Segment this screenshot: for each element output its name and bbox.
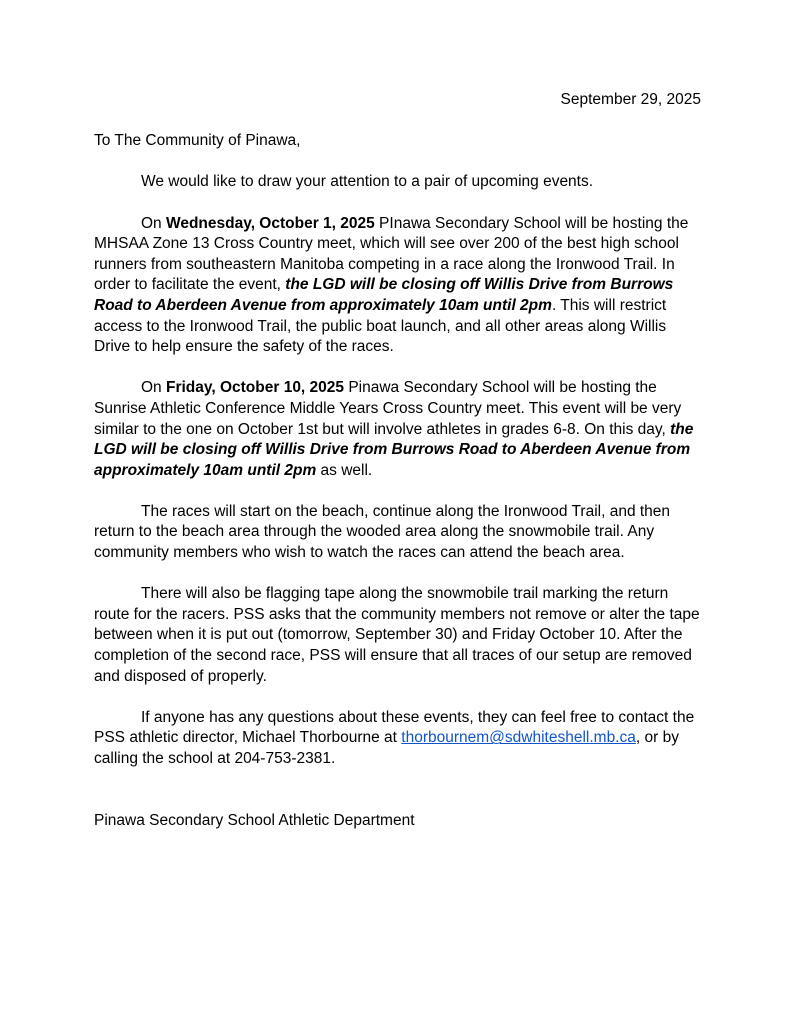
- text-run: If anyone has any questions about these events, they can feel free to contact the PSS athletic director, Michael Thorbourne at: [94, 708, 695, 747]
- text-run: as well.: [316, 461, 373, 479]
- text-run: . This will restrict access to the Ironwood Trail, the public boat launch, and all other areas along Willis Drive to help ensure the safety of the races.: [94, 296, 667, 356]
- text-run: the LGD will be closing off Willis Drive from Burrows Road to Aberdeen Avenue from approximately 10am until 2pm: [94, 276, 674, 314]
- text-run: Wednesday, October 1, 2025: [165, 214, 375, 232]
- paragraph: [94, 584, 701, 687]
- text-run: There will also be flagging tape along the snowmobile trail marking the return route for the racers. PSS asks that the community members not remove or alter the tape between when it is put out (tomorrow, September 30) and Friday October 10. After the completion of the second race, PSS will ensure that all traces of our setup are removed and disposed of properly.: [94, 585, 700, 685]
- text-run: On: [141, 214, 166, 232]
- letter-body: [94, 172, 701, 769]
- paragraph: [94, 214, 701, 358]
- paragraph: [94, 378, 701, 481]
- email-link[interactable]: thorbournem@sdwhiteshell.mb.ca: [401, 729, 636, 747]
- text-run: The races will start on the beach, continue along the Ironwood Trail, and then return to the beach area through the wooded area along the snowmobile trail. Any community members who wish to watch the races can attend the beach area.: [94, 502, 671, 562]
- text-run: PInawa Secondary School will be hosting the MHSAA Zone 13 Cross Country meet, which will see over 200 of the best high school runners from southeastern Manitoba competing in a race along the Ironwood Trail. In order to facilitate the event,: [94, 214, 689, 294]
- text-run: the LGD will be closing off Willis Drive from Burrows Road to Aberdeen Avenue from approximately 10am until 2pm: [94, 420, 694, 479]
- paragraph: [94, 172, 701, 193]
- text-run: We would like to draw your attention to a pair of upcoming events.: [141, 173, 594, 191]
- text-run: Friday, October 10, 2025: [165, 379, 345, 397]
- text-run: On: [141, 379, 166, 397]
- text-run: , or by calling the school at 204-753-2381.: [94, 729, 679, 767]
- salutation: To The Community of Pinawa,: [94, 132, 301, 150]
- paragraph: [94, 502, 701, 564]
- text-run: Pinawa Secondary School will be hosting the Sunrise Athletic Conference Middle Years Cross Country meet. This event will be very similar to the one on October 1st but will involve athletes in grades 6-8. On this day,: [94, 379, 682, 438]
- letter-date: September 29, 2025: [560, 91, 701, 108]
- signature-line: Pinawa Secondary School Athletic Department: [94, 811, 415, 829]
- paragraph: [94, 708, 701, 770]
